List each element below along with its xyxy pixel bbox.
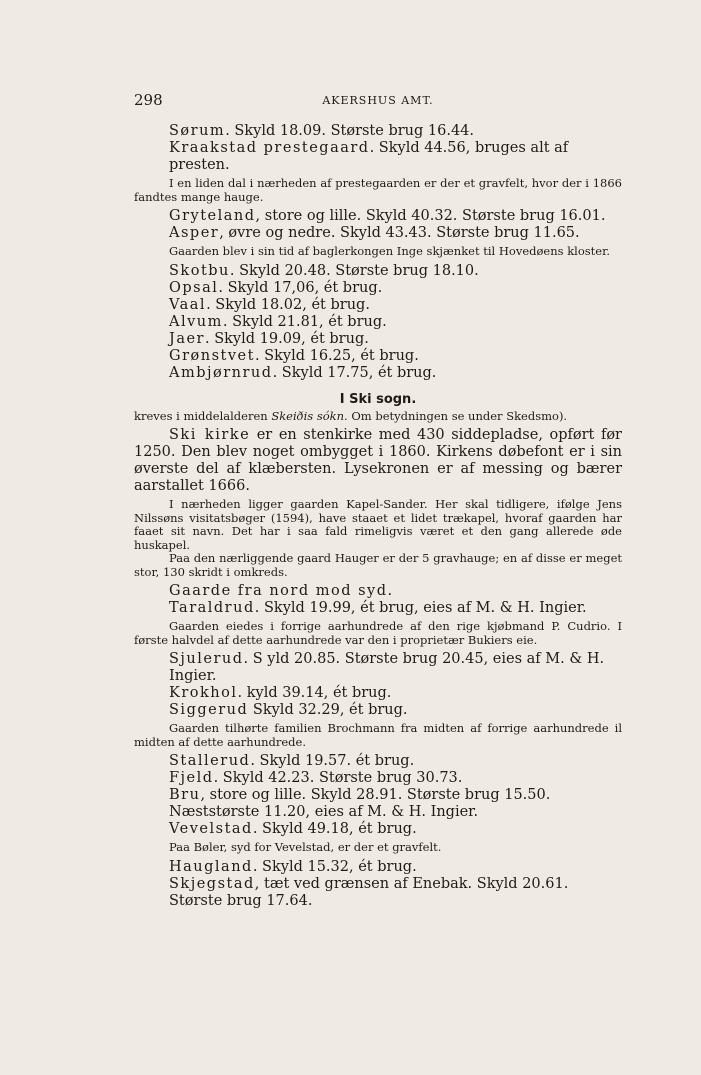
- running-title: AKERSHUS AMT.: [322, 94, 434, 107]
- place-name: Fjeld: [169, 770, 214, 786]
- page-header: [134, 91, 622, 111]
- entry-line: [134, 140, 622, 174]
- intro-text-end: Om betydningen se under Skedsmo).: [347, 408, 568, 423]
- note-paragraph: Gaarden tilhørte familien Brochmann fra midten af forrige aarhundrede il midten af dette aarhundrede.: [134, 721, 622, 749]
- entries-block-top: [134, 123, 622, 382]
- entry-details: . Skyld 44.56, bruges alt af presten.: [169, 140, 569, 173]
- entry-details: , øvre og nedre. Skyld 43.43. Største brug 11.65.: [219, 225, 580, 241]
- place-name: Gryteland: [169, 208, 256, 224]
- entry-line: [134, 685, 622, 702]
- intro-text: kreves i middelalderen: [134, 408, 272, 423]
- entry-details: . Skyld 42.23. Største brug 30.73.: [213, 770, 463, 786]
- church-paragraph: [134, 427, 622, 495]
- place-name: Sørum: [169, 123, 226, 139]
- church-note-1: I nærheden ligger gaarden Kapel-Sander. Her skal tidligere, ifølge Jens Nilssøns visitatsbøger (1594), have staaet et lidet trækapel, hvoraf gaarden har faaet sit navn. Det har i saa fald rimeligvis været et den gang allerede øde huskapel.: [134, 497, 622, 552]
- entry-details: . Skyld 21.81, ét brug.: [222, 313, 387, 330]
- entry-line: [134, 365, 622, 382]
- section-heading: I Ski sogn.: [339, 391, 417, 407]
- place-name: Ambjørnrud: [169, 364, 273, 381]
- entry-line: [134, 651, 622, 685]
- entry-details: . kyld 39.14, ét brug.: [237, 685, 392, 701]
- entry-line: [134, 123, 622, 140]
- place-name: Siggerud: [169, 702, 249, 718]
- entry-line: [134, 331, 622, 348]
- entries-block-farms: [134, 600, 622, 910]
- entry-details: . Skyld 15.32, ét brug.: [252, 858, 417, 875]
- entry-line: [134, 208, 622, 225]
- entry-details: . Skyld 17.75, ét brug.: [272, 364, 437, 381]
- place-name: Vaal: [169, 296, 207, 313]
- place-name: Stallerud: [169, 753, 251, 769]
- entry-details: . Skyld 19.57. ét brug.: [250, 753, 415, 769]
- entry-line: [134, 821, 622, 838]
- note-paragraph: Gaarden blev i sin tid af baglerkongen Inge skjænket til Hovedøens kloster.: [169, 244, 610, 258]
- entry-details: , store og lille. Skyld 40.32. Største brug 16.01.: [255, 208, 606, 224]
- church-text: er en stenkirke med 430 siddepladse, opført før 1250. Den blev noget ombygget i 1860. Kirkens døbefont er i sin øverste del af klæbersten. Lysekronen er af messing og bærer aarstallet 1666.: [134, 427, 622, 494]
- place-name: Alvum: [169, 313, 223, 330]
- entry-details: Skyld 32.29, ét brug.: [248, 702, 408, 718]
- note-paragraph: I en liden dal i nærheden af prestegaarden er der et gravfelt, hvor der i 1866 fandtes mange hauge.: [134, 176, 622, 204]
- entry-line: [134, 600, 622, 617]
- entry-details: , store og lille. Skyld 28.91. Største brug 15.50. Næststørste 11.20, eies af M. & H. Ingier.: [169, 787, 551, 820]
- church-name: Ski kirke: [169, 427, 251, 443]
- entry-details: . Skyld 18.09. Største brug 16.44.: [225, 123, 475, 139]
- place-name: Jaer: [169, 330, 205, 347]
- intro-old-name: Skeiðis sókn.: [271, 408, 348, 423]
- page-body: [134, 123, 622, 910]
- entry-details: , tæt ved grænsen af Enebak. Skyld 20.61. Største brug 17.64.: [169, 875, 569, 909]
- place-name: Haugland: [169, 858, 253, 875]
- entry-line: [134, 859, 622, 876]
- church-note-2: Paa den nærliggende gaard Hauger er der 5 gravhauge; en af disse er meget stor, 130 skridt i omkreds.: [134, 551, 622, 579]
- entry-line: [134, 280, 622, 297]
- entry-line: [134, 225, 622, 242]
- place-name: Opsal: [169, 279, 219, 296]
- entry-line: [134, 297, 622, 314]
- place-name: Grønstvet: [169, 347, 255, 364]
- entry-line: [134, 876, 622, 910]
- place-name: Skjegstad: [169, 875, 255, 892]
- place-name: Krokhol: [169, 685, 238, 701]
- entry-details: . S yld 20.85. Største brug 20.45, eies af M. & H. Ingier.: [169, 651, 605, 684]
- entry-line: [134, 702, 622, 719]
- note-paragraph: Paa Bøler, syd for Vevelstad, er der et gravfelt.: [169, 840, 442, 854]
- section-intro: [134, 410, 622, 424]
- entry-details: . Skyld 18.02, ét brug.: [206, 296, 370, 313]
- entry-line: [134, 770, 622, 787]
- entry-line: [134, 314, 622, 331]
- place-name: Kraakstad prestegaard: [169, 140, 370, 156]
- entry-line: [134, 348, 622, 365]
- entry-line: [134, 787, 622, 821]
- place-name: Bru: [169, 787, 201, 803]
- entry-details: . Skyld 19.99, ét brug, eies af M. & H. Ingier.: [254, 600, 587, 616]
- entry-details: . Skyld 20.48. Største brug 18.10.: [229, 262, 479, 279]
- entry-details: . Skyld 49.18, ét brug.: [252, 821, 417, 837]
- place-name: Skotbu: [169, 262, 230, 279]
- page-number: 298: [134, 91, 163, 109]
- place-name: Sjulerud: [169, 651, 244, 667]
- place-name: Taraldrud: [169, 600, 255, 616]
- entry-details: . Skyld 17,06, ét brug.: [218, 279, 383, 296]
- entry-line: [134, 753, 622, 770]
- entry-details: . Skyld 16.25, ét brug.: [254, 347, 419, 364]
- farms-heading: Gaarde fra nord mod syd.: [169, 583, 394, 599]
- entry-details: . Skyld 19.09, ét brug.: [204, 330, 369, 347]
- place-name: Vevelstad: [169, 821, 253, 837]
- entry-line: [134, 263, 622, 280]
- note-paragraph: Gaarden eiedes i forrige aarhundrede af den rige kjøbmand P. Cudrio. I første halvdel af dette aarhundrede var den i proprietær Bukiers eie.: [134, 619, 622, 647]
- place-name: Asper: [169, 225, 220, 241]
